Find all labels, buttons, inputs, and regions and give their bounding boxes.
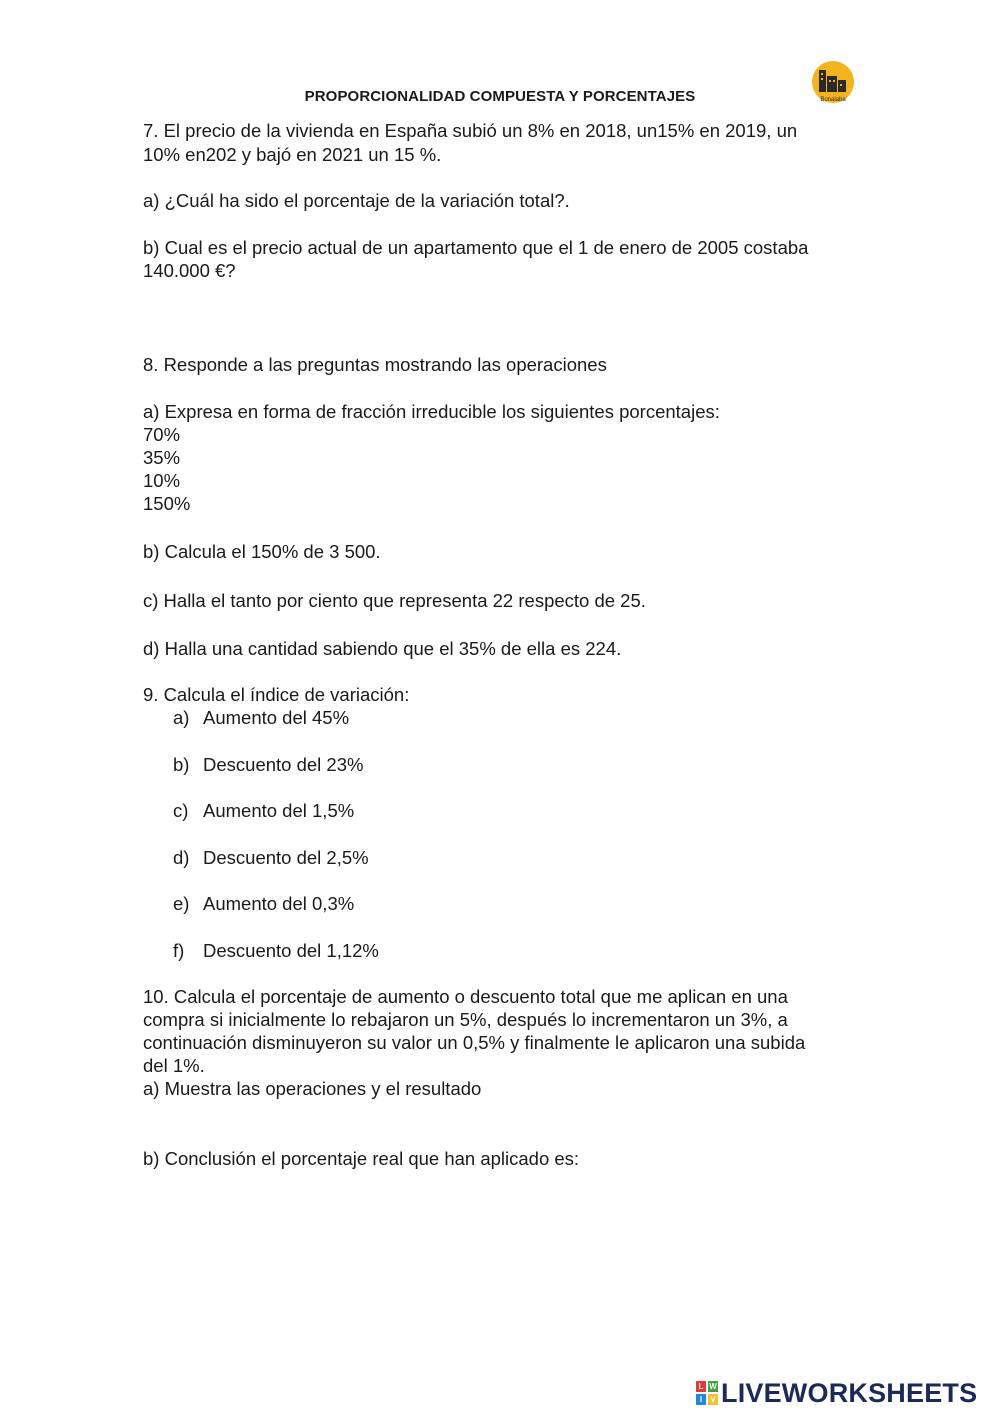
q10-line3: continuación disminuyeron su valor un 0,5% y finalmente le aplicaron una subida <box>143 1032 806 1053</box>
list-item <box>173 753 363 776</box>
list-text: Descuento del 23% <box>203 754 364 775</box>
q10-part-b: b) Conclusión el porcentaje real que han aplicado es: <box>143 1148 580 1169</box>
logo-text: Bonalaba <box>820 97 846 103</box>
brand-box: L <box>696 1381 706 1392</box>
q7-line1: 7. El precio de la vivienda en España subió un 8% en 2018, un15% en 2019, un <box>143 120 798 141</box>
brand-box: I <box>696 1394 706 1405</box>
brand-wordmark: LIVEWORKSHEETS <box>721 1377 978 1408</box>
list-item <box>173 846 369 869</box>
percentage-item: 35% <box>143 447 181 468</box>
list-marker: e) <box>173 893 190 914</box>
list-item <box>173 939 379 962</box>
list-item <box>173 706 349 729</box>
list-text: Aumento del 1,5% <box>203 800 355 821</box>
q8-part-a: a) Expresa en forma de fracción irreducible los siguientes porcentajes: <box>143 401 720 422</box>
list-text: Descuento del 1,12% <box>203 940 379 961</box>
q10-line1: 10. Calcula el porcentaje de aumento o descuento total que me aplican en una <box>143 986 788 1007</box>
q10-line4: del 1%. <box>143 1055 205 1076</box>
list-marker: f) <box>173 940 185 961</box>
page-title: PROPORCIONALIDAD COMPUESTA Y PORCENTAJES <box>304 88 696 105</box>
q8-intro: 8. Responde a las preguntas mostrando las operaciones <box>143 354 607 375</box>
list-text: Descuento del 2,5% <box>203 847 369 868</box>
q8-part-c: c) Halla el tanto por ciento que representa 22 respecto de 25. <box>143 590 646 611</box>
list-marker: b) <box>173 754 190 775</box>
percentage-item: 150% <box>143 493 191 514</box>
q9-intro: 9. Calcula el índice de variación: <box>143 684 410 705</box>
q7-part-a: a) ¿Cuál ha sido el porcentaje de la variación total?. <box>143 190 570 211</box>
q7-part-b-line1: b) Cual es el precio actual de un apartamento que el 1 de enero de 2005 costaba <box>143 237 809 258</box>
school-logo <box>810 60 856 106</box>
q10-part-a: a) Muestra las operaciones y el resultado <box>143 1078 482 1099</box>
q10-line2: compra si inicialmente lo rebajaron un 5%, después lo incrementaron un 3%, a <box>143 1009 788 1030</box>
list-text: Aumento del 45% <box>203 707 350 728</box>
list-item <box>173 799 354 822</box>
brand-box: W <box>709 1382 717 1391</box>
list-marker: a) <box>173 707 190 728</box>
list-marker: c) <box>173 800 189 821</box>
list-marker: d) <box>173 847 190 868</box>
percentage-item: 10% <box>143 470 181 491</box>
brand-box: V <box>708 1394 718 1405</box>
q7-part-b-line2: 140.000 €? <box>143 260 236 281</box>
list-text: Aumento del 0,3% <box>203 893 355 914</box>
q8-part-b: b) Calcula el 150% de 3 500. <box>143 541 381 562</box>
brand-logo-icon <box>696 1381 718 1405</box>
q8-part-d: d) Halla una cantidad sabiendo que el 35% de ella es 224. <box>143 638 622 659</box>
liveworksheets-brand[interactable] <box>696 1379 977 1407</box>
percentage-item: 70% <box>143 424 181 445</box>
list-item <box>173 892 354 915</box>
q7-line2: 10% en202 y bajó en 2021 un 15 %. <box>143 144 442 165</box>
